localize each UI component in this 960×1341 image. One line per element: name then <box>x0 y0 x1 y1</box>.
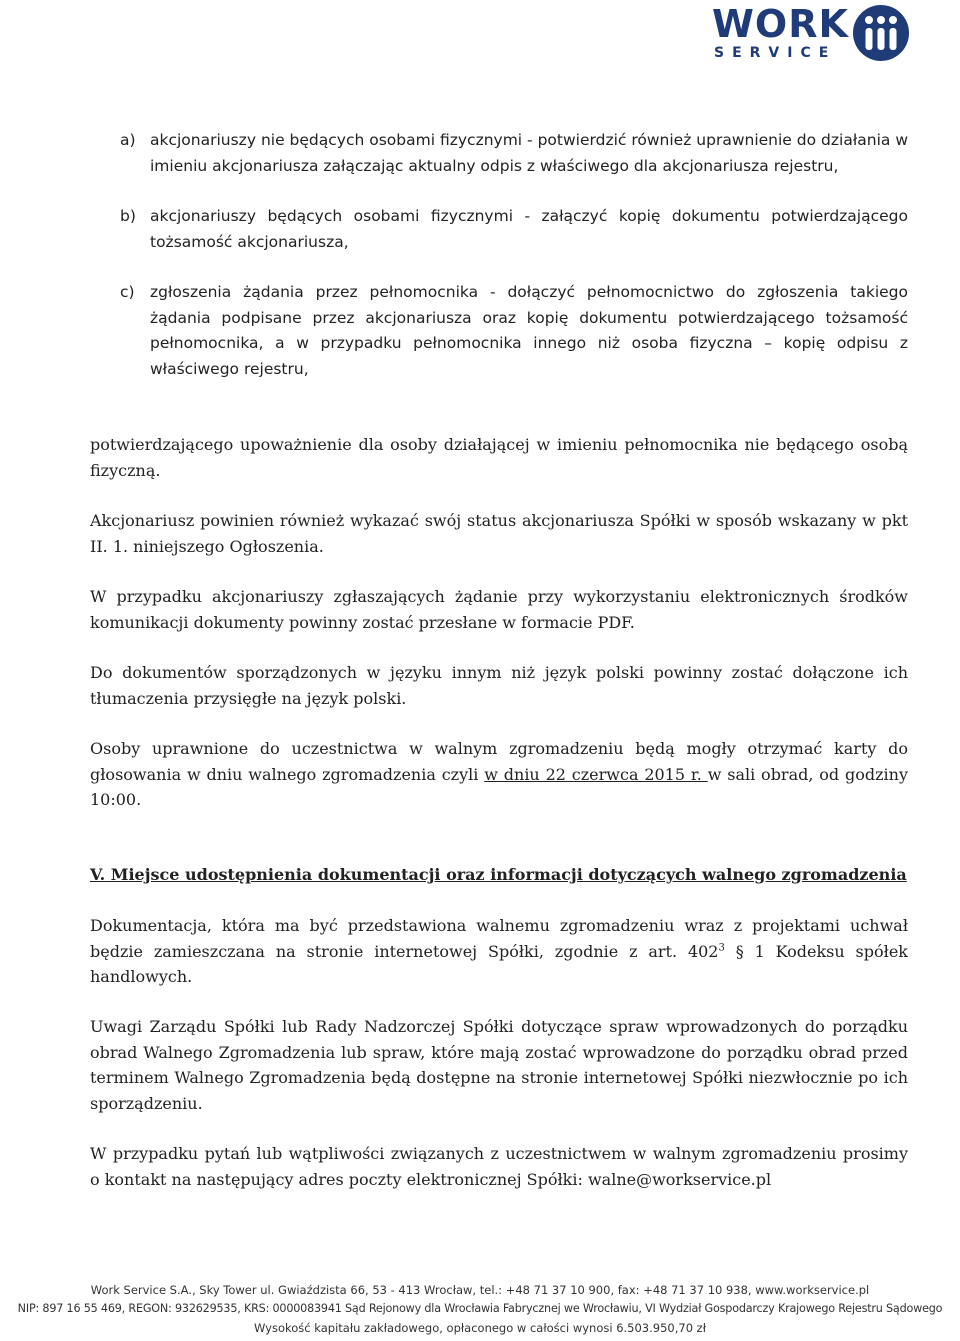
logo-circle-icon <box>852 4 910 62</box>
documentation-text: Dokumentacja, która ma być przedstawiona walnemu zgromadzeniu wraz z projektami uchwał będzie zamieszczana na stronie internetowej Spółki, zgodnie z art. 402 <box>90 916 908 961</box>
paragraph-text: W przypadku pytań lub wątpliwości związanych z uczestnictwem w walnym zgromadzeniu prosimy o kontakt na następujący adres poczty elektronicznej Spółki: walne@workservice.pl <box>90 1144 908 1189</box>
section-heading <box>90 862 908 888</box>
paragraph-translations <box>90 660 908 711</box>
footer-capital: Wysokość kapitału zakładowego, opłaconego w całości wynosi 6.503.950,70 zł <box>254 1321 706 1335</box>
paragraph-board-remarks <box>90 1014 908 1116</box>
superscript: 3 <box>718 942 725 954</box>
list-item <box>90 128 908 179</box>
paragraph-text: Uwagi Zarządu Spółki lub Rady Nadzorczej Spółki dotyczące spraw wprowadzonych do porządku obrad Walnego Zgromadzenia lub spraw, które mają zostać wprowadzone do porządku obrad przed terminem Walnego Zgromadzenia będą dostępne na stronie internetowej Spółki niezwłocznie po ich sporządzeniu. <box>90 1017 908 1113</box>
footer-registration: NIP: 897 16 55 469, REGON: 932629535, KRS: 0000083941 Sąd Rejonowy dla Wrocławia Fabrycznej we Wrocławiu, VI Wydział Gospodarczy Krajowego Rejestru Sądowego <box>17 1302 943 1315</box>
list-item-text: akcjonariuszy będących osobami fizycznymi - załączyć kopię dokumentu potwierdzającego tożsamość akcjonariusza, <box>150 207 908 251</box>
list-marker: c) <box>120 283 135 301</box>
list-item-text: zgłoszenia żądania przez pełnomocnika - dołączyć pełnomocnictwo do zgłoszenia takiego żądania podpisane przez akcjonariusza oraz kopię dokumentu potwierdzającego tożsamość pełnomocnika, a w przypadku pełnomocnika innego niż osoba fizyczna – kopię odpisu z właściwego rejestru, <box>150 283 908 378</box>
list-item-text: akcjonariuszy nie będących osobami fizycznymi - potwierdzić również uprawnienie do działania w imieniu akcjonariusza załączając aktualny odpis z właściwego dla akcjonariusza rejestru, <box>150 131 908 175</box>
paragraph-text: Akcjonariusz powinien również wykazać swój status akcjonariusza Spółki w sposób wskazany w pkt II. 1. niniejszego Ogłoszenia. <box>90 511 908 556</box>
paragraph-shareholder-status <box>90 508 908 559</box>
company-logo <box>712 4 912 66</box>
logo-wordmark-service: SERVICE <box>714 45 837 61</box>
paragraph-text: potwierdzającego upoważnienie dla osoby działającej w imieniu pełnomocnika nie będącego osobą fizyczną. <box>90 435 908 480</box>
list-item <box>90 204 908 255</box>
paragraph-text: Do dokumentów sporządzonych w języku innym niż język polski powinny zostać dołączone ich tłumaczenia przysięgłe na język polski. <box>90 663 908 708</box>
voting-cards-time: w sali obrad, od godziny 10:00. <box>90 764 909 809</box>
footer-address: Work Service S.A., Sky Tower ul. Gwiaździsta 66, 53 - 413 Wrocław, tel.: +48 71 37 10 900, fax: +48 71 37 10 938, www.workservice.pl <box>90 1283 870 1297</box>
paragraph-text <box>90 736 908 813</box>
documentation-text-end: § 1 Kodeksu spółek handlowych. <box>90 941 908 986</box>
logo-wordmark-work: WORK <box>712 2 849 46</box>
list-marker: b) <box>120 207 136 225</box>
paragraph-electronic-means <box>90 584 908 635</box>
section-heading-text: V. Miejsce udostępnienia dokumentacji oraz informacji dotyczących walnego zgromadzenia <box>90 865 907 884</box>
paragraph-authorization <box>90 432 908 483</box>
paragraph-documentation <box>90 913 908 990</box>
paragraph-text <box>90 913 908 990</box>
paragraph-contact <box>90 1141 908 1192</box>
meeting-date: w dniu 22 czerwca 2015 r. <box>484 764 708 784</box>
list-item <box>90 280 908 382</box>
requirements-list <box>90 128 908 407</box>
voting-cards-text: Osoby uprawnione do uczestnictwa w walnym zgromadzeniu będą mogły otrzymać karty do głosowania w dniu walnego zgromadzenia czyli <box>90 739 908 784</box>
paragraph-text: W przypadku akcjonariuszy zgłaszających żądanie przy wykorzystaniu elektronicznych środków komunikacji dokumenty powinny zostać przesłane w formacie PDF. <box>90 587 908 632</box>
paragraph-voting-cards <box>90 736 908 813</box>
list-marker: a) <box>120 131 136 149</box>
